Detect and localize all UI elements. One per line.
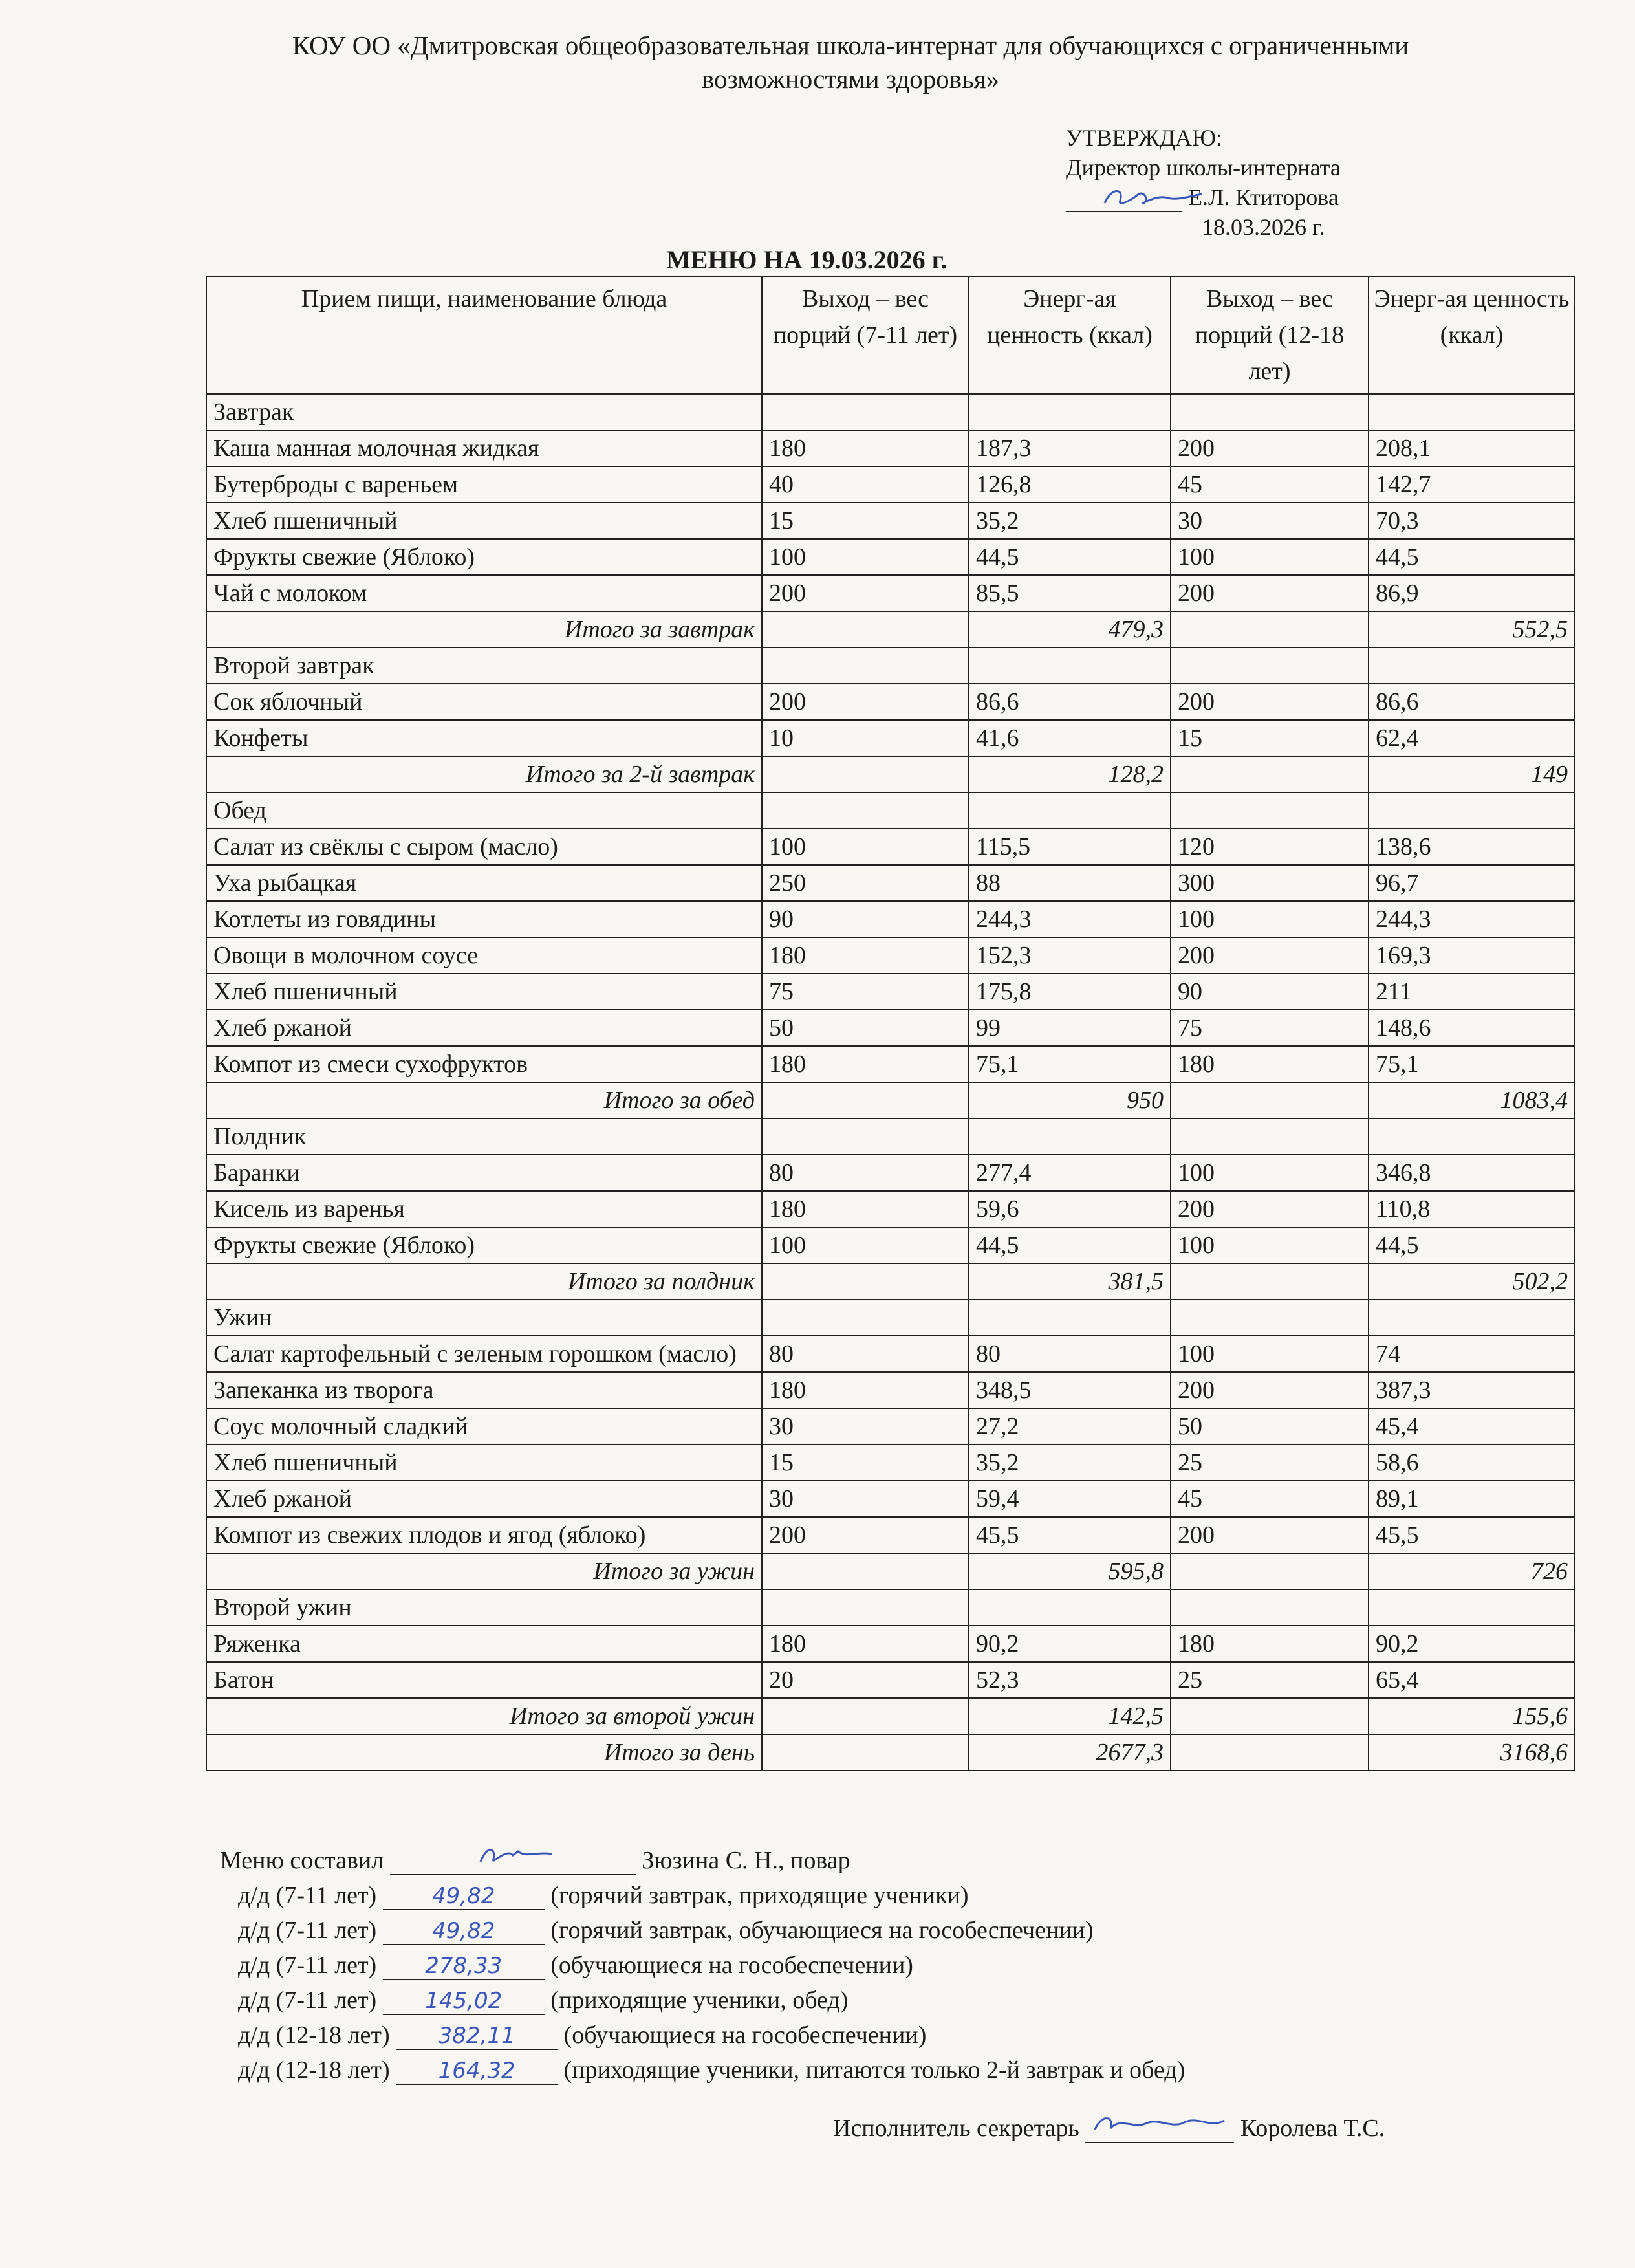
energy-12-18: 110,8 (1369, 1191, 1575, 1227)
executor-signature (1085, 2110, 1234, 2143)
empty-cell (762, 1263, 969, 1300)
subtotal-row (206, 1553, 1575, 1589)
energy-7-11: 86,6 (969, 684, 1171, 720)
energy-7-11: 175,8 (969, 974, 1171, 1010)
weight-12-18: 200 (1171, 1517, 1369, 1553)
energy-7-11: 35,2 (969, 503, 1171, 539)
signature-icon (468, 1842, 558, 1868)
daily-cost-label: д/д (7-11 лет) (238, 1917, 377, 1944)
section-row (206, 1300, 1575, 1336)
table-row (206, 1662, 1575, 1698)
dish-name: Конфеты (206, 720, 762, 756)
section-row (206, 648, 1575, 684)
dish-name: Каша манная молочная жидкая (206, 430, 762, 466)
director-signature (1066, 188, 1182, 212)
weight-7-11: 180 (762, 1046, 969, 1082)
menu-table (206, 276, 1575, 1771)
energy-12-18: 45,4 (1369, 1408, 1575, 1445)
energy-7-11: 277,4 (969, 1155, 1171, 1191)
day-total-energy-7-11: 2677,3 (969, 1734, 1171, 1771)
weight-7-11: 100 (762, 829, 969, 865)
weight-7-11: 20 (762, 1662, 969, 1698)
approver-name: Е.Л. Ктиторова (1188, 184, 1339, 210)
section-title: Второй ужин (206, 1589, 762, 1626)
table-row (206, 1445, 1575, 1481)
empty-cell (1171, 611, 1369, 648)
weight-12-18: 200 (1171, 1191, 1369, 1227)
weight-7-11: 100 (762, 1227, 969, 1263)
empty-cell (1171, 1082, 1369, 1118)
dish-name: Батон (206, 1662, 762, 1698)
energy-12-18: 211 (1369, 974, 1575, 1010)
energy-7-11: 41,6 (969, 720, 1171, 756)
weight-12-18: 45 (1171, 466, 1369, 503)
dish-name: Бутерброды с вареньем (206, 466, 762, 503)
subtotal-energy-12-18: 502,2 (1369, 1263, 1575, 1300)
subtotal-energy-12-18: 155,6 (1369, 1698, 1575, 1734)
empty-cell (762, 394, 969, 430)
weight-12-18: 200 (1171, 430, 1369, 466)
dish-name: Кисель из варенья (206, 1191, 762, 1227)
empty-cell (1171, 1589, 1369, 1626)
table-row (206, 1046, 1575, 1082)
weight-7-11: 80 (762, 1336, 969, 1372)
empty-cell (969, 1118, 1171, 1155)
energy-12-18: 138,6 (1369, 829, 1575, 865)
dish-name: Котлеты из говядины (206, 901, 762, 937)
energy-7-11: 187,3 (969, 430, 1171, 466)
empty-cell (762, 648, 969, 684)
composed-label: Меню составил (220, 1847, 384, 1874)
energy-7-11: 59,4 (969, 1481, 1171, 1517)
subtotal-label: Итого за полдник (206, 1263, 762, 1300)
dish-name: Хлеб пшеничный (206, 1445, 762, 1481)
approval-block (1066, 123, 1480, 242)
empty-cell (762, 1734, 969, 1771)
dish-name: Уха рыбацкая (206, 865, 762, 901)
dish-name: Салат картофельный с зеленым горошком (масло) (206, 1336, 762, 1372)
subtotal-energy-7-11: 479,3 (969, 611, 1171, 648)
energy-7-11: 52,3 (969, 1662, 1171, 1698)
daily-cost-row (220, 1983, 1578, 2018)
composed-row (220, 1842, 1578, 1878)
header-weight-12-18: Выход – вес порций (12-18 лет) (1171, 276, 1369, 394)
weight-12-18: 15 (1171, 720, 1369, 756)
weight-12-18: 200 (1171, 684, 1369, 720)
weight-7-11: 180 (762, 937, 969, 974)
empty-cell (1369, 1300, 1575, 1336)
empty-cell (762, 1589, 969, 1626)
approver-position: Директор школы-интерната (1066, 155, 1341, 180)
table-header-row (206, 276, 1575, 394)
daily-cost-row (220, 2053, 1578, 2088)
subtotal-row (206, 1698, 1575, 1734)
subtotal-energy-7-11: 595,8 (969, 1553, 1171, 1589)
weight-12-18: 100 (1171, 539, 1369, 575)
daily-cost-row (220, 1948, 1578, 1983)
section-row (206, 1589, 1575, 1626)
signature-icon (1092, 181, 1208, 212)
daily-cost-label: д/д (12-18 лет) (238, 2022, 390, 2049)
table-row (206, 575, 1575, 611)
weight-12-18: 45 (1171, 1481, 1369, 1517)
dish-name: Хлеб пшеничный (206, 503, 762, 539)
table-row (206, 865, 1575, 901)
empty-cell (1171, 1698, 1369, 1734)
energy-12-18: 89,1 (1369, 1481, 1575, 1517)
subtotal-energy-12-18: 1083,4 (1369, 1082, 1575, 1118)
empty-cell (969, 394, 1171, 430)
energy-7-11: 80 (969, 1336, 1171, 1372)
composed-name: Зюзина С. Н., повар (642, 1847, 850, 1874)
empty-cell (762, 1300, 969, 1336)
daily-cost-note: (приходящие ученики, обед) (550, 1987, 849, 2014)
weight-12-18: 100 (1171, 1155, 1369, 1191)
menu-table-body (206, 394, 1575, 1771)
table-row (206, 503, 1575, 539)
empty-cell (1369, 648, 1575, 684)
weight-12-18: 25 (1171, 1445, 1369, 1481)
energy-12-18: 62,4 (1369, 720, 1575, 756)
table-row (206, 1010, 1575, 1046)
empty-cell (969, 648, 1171, 684)
energy-12-18: 142,7 (1369, 466, 1575, 503)
energy-7-11: 44,5 (969, 1227, 1171, 1263)
energy-12-18: 70,3 (1369, 503, 1575, 539)
dish-name: Баранки (206, 1155, 762, 1191)
weight-7-11: 40 (762, 466, 969, 503)
weight-12-18: 25 (1171, 1662, 1369, 1698)
daily-cost-row (220, 2018, 1578, 2053)
subtotal-row (206, 756, 1575, 792)
subtotal-label: Итого за ужин (206, 1553, 762, 1589)
dish-name: Компот из свежих плодов и ягод (яблоко) (206, 1517, 762, 1553)
weight-12-18: 180 (1171, 1046, 1369, 1082)
daily-cost-value: 278,33 (383, 1953, 545, 1980)
weight-12-18: 180 (1171, 1626, 1369, 1662)
weight-7-11: 15 (762, 503, 969, 539)
table-row (206, 1517, 1575, 1553)
weight-7-11: 30 (762, 1408, 969, 1445)
approver-signature-row (1066, 182, 1480, 212)
energy-12-18: 90,2 (1369, 1626, 1575, 1662)
weight-7-11: 75 (762, 974, 969, 1010)
dish-name: Ряженка (206, 1626, 762, 1662)
energy-7-11: 244,3 (969, 901, 1171, 937)
day-total-energy-12-18: 3168,6 (1369, 1734, 1575, 1771)
dish-name: Фрукты свежие (Яблоко) (206, 539, 762, 575)
executor-row (833, 2110, 1385, 2143)
daily-cost-row (220, 1878, 1578, 1913)
subtotal-label: Итого за второй ужин (206, 1698, 762, 1734)
energy-7-11: 88 (969, 865, 1171, 901)
organization-header (194, 28, 1507, 96)
energy-12-18: 387,3 (1369, 1372, 1575, 1408)
empty-cell (762, 756, 969, 792)
header-energy-7-11: Энерг-ая ценность (ккал) (969, 276, 1171, 394)
subtotal-row (206, 1263, 1575, 1300)
daily-cost-note: (горячий завтрак, приходящие ученики) (550, 1882, 969, 1909)
weight-12-18: 30 (1171, 503, 1369, 539)
table-row (206, 1155, 1575, 1191)
table-row (206, 1408, 1575, 1445)
subtotal-energy-7-11: 381,5 (969, 1263, 1171, 1300)
header-dish: Прием пищи, наименование блюда (206, 276, 762, 394)
subtotal-energy-12-18: 552,5 (1369, 611, 1575, 648)
empty-cell (1171, 1734, 1369, 1771)
energy-7-11: 126,8 (969, 466, 1171, 503)
daily-cost-note: (обучающиеся на гособеспечении) (563, 2022, 927, 2049)
daily-cost-lines (220, 1878, 1578, 2088)
daily-cost-label: д/д (7-11 лет) (238, 1952, 377, 1979)
table-row (206, 901, 1575, 937)
empty-cell (1171, 792, 1369, 829)
weight-7-11: 200 (762, 684, 969, 720)
energy-12-18: 208,1 (1369, 430, 1575, 466)
dish-name: Хлеб ржаной (206, 1481, 762, 1517)
weight-7-11: 200 (762, 1517, 969, 1553)
weight-7-11: 90 (762, 901, 969, 937)
empty-cell (1369, 1589, 1575, 1626)
dish-name: Овощи в молочном соусе (206, 937, 762, 974)
energy-7-11: 99 (969, 1010, 1171, 1046)
empty-cell (969, 1589, 1171, 1626)
energy-7-11: 75,1 (969, 1046, 1171, 1082)
weight-7-11: 30 (762, 1481, 969, 1517)
daily-cost-value: 49,82 (383, 1883, 545, 1910)
section-row (206, 792, 1575, 829)
weight-12-18: 200 (1171, 1372, 1369, 1408)
energy-12-18: 75,1 (1369, 1046, 1575, 1082)
energy-7-11: 115,5 (969, 829, 1171, 865)
subtotal-energy-7-11: 128,2 (969, 756, 1171, 792)
subtotal-label: Итого за 2-й завтрак (206, 756, 762, 792)
subtotal-row (206, 611, 1575, 648)
header-weight-7-11: Выход – вес порций (7-11 лет) (762, 276, 969, 394)
org-line-2: возможностями здоровья» (701, 64, 1000, 94)
weight-7-11: 15 (762, 1445, 969, 1481)
empty-cell (969, 792, 1171, 829)
table-row (206, 466, 1575, 503)
approve-label: УТВЕРЖДАЮ: (1066, 125, 1223, 151)
weight-12-18: 300 (1171, 865, 1369, 901)
dish-name: Хлеб пшеничный (206, 974, 762, 1010)
table-row (206, 937, 1575, 974)
energy-12-18: 44,5 (1369, 539, 1575, 575)
daily-cost-label: д/д (7-11 лет) (238, 1882, 377, 1909)
table-row (206, 1191, 1575, 1227)
table-row (206, 720, 1575, 756)
executor-name: Королева Т.С. (1240, 2115, 1385, 2142)
footer (220, 1842, 1578, 2088)
weight-12-18: 200 (1171, 937, 1369, 974)
subtotal-energy-12-18: 149 (1369, 756, 1575, 792)
weight-7-11: 180 (762, 1372, 969, 1408)
header-energy-12-18: Энерг-ая ценность (ккал) (1369, 276, 1575, 394)
empty-cell (1171, 756, 1369, 792)
subtotal-energy-7-11: 950 (969, 1082, 1171, 1118)
daily-cost-value: 145,02 (383, 1988, 545, 2015)
section-title: Второй завтрак (206, 648, 762, 684)
energy-7-11: 85,5 (969, 575, 1171, 611)
weight-12-18: 200 (1171, 575, 1369, 611)
weight-12-18: 100 (1171, 1227, 1369, 1263)
day-total-label: Итого за день (206, 1734, 762, 1771)
energy-7-11: 45,5 (969, 1517, 1171, 1553)
day-total-row (206, 1734, 1575, 1771)
daily-cost-value: 164,32 (396, 2058, 558, 2085)
table-row (206, 974, 1575, 1010)
dish-name: Салат из свёклы с сыром (масло) (206, 829, 762, 865)
dish-name: Хлеб ржаной (206, 1010, 762, 1046)
energy-12-18: 244,3 (1369, 901, 1575, 937)
daily-cost-label: д/д (7-11 лет) (238, 1987, 377, 2014)
weight-7-11: 180 (762, 1191, 969, 1227)
energy-7-11: 152,3 (969, 937, 1171, 974)
dish-name: Соус молочный сладкий (206, 1408, 762, 1445)
energy-12-18: 346,8 (1369, 1155, 1575, 1191)
weight-12-18: 50 (1171, 1408, 1369, 1445)
energy-7-11: 348,5 (969, 1372, 1171, 1408)
empty-cell (1171, 394, 1369, 430)
energy-12-18: 65,4 (1369, 1662, 1575, 1698)
empty-cell (969, 1300, 1171, 1336)
table-row (206, 1626, 1575, 1662)
energy-12-18: 74 (1369, 1336, 1575, 1372)
section-row (206, 1118, 1575, 1155)
daily-cost-value: 49,82 (383, 1918, 545, 1945)
daily-cost-label: д/д (12-18 лет) (238, 2056, 390, 2084)
section-title: Ужин (206, 1300, 762, 1336)
subtotal-energy-12-18: 726 (1369, 1553, 1575, 1589)
empty-cell (762, 792, 969, 829)
dish-name: Сок яблочный (206, 684, 762, 720)
table-row (206, 1227, 1575, 1263)
weight-7-11: 200 (762, 575, 969, 611)
subtotal-label: Итого за завтрак (206, 611, 762, 648)
weight-7-11: 250 (762, 865, 969, 901)
empty-cell (1369, 1118, 1575, 1155)
table-row (206, 684, 1575, 720)
approval-date: 18.03.2026 г. (1202, 214, 1325, 240)
dish-name: Чай с молоком (206, 575, 762, 611)
menu-title: МЕНЮ НА 19.03.2026 г. (666, 245, 947, 274)
energy-12-18: 148,6 (1369, 1010, 1575, 1046)
daily-cost-note: (приходящие ученики, питаются только 2-й завтрак и обед) (563, 2056, 1186, 2084)
weight-7-11: 80 (762, 1155, 969, 1191)
dish-name: Фрукты свежие (Яблоко) (206, 1227, 762, 1263)
table-row (206, 430, 1575, 466)
energy-7-11: 35,2 (969, 1445, 1171, 1481)
weight-7-11: 180 (762, 1626, 969, 1662)
subtotal-label: Итого за обед (206, 1082, 762, 1118)
section-title: Завтрак (206, 394, 762, 430)
empty-cell (1369, 394, 1575, 430)
empty-cell (762, 1082, 969, 1118)
energy-12-18: 45,5 (1369, 1517, 1575, 1553)
energy-12-18: 169,3 (1369, 937, 1575, 974)
empty-cell (1171, 1118, 1369, 1155)
weight-12-18: 120 (1171, 829, 1369, 865)
energy-12-18: 86,9 (1369, 575, 1575, 611)
executor-label: Исполнитель секретарь (833, 2115, 1079, 2142)
daily-cost-note: (горячий завтрак, обучающиеся на гособеспечении) (550, 1917, 1094, 1944)
dish-name: Компот из смеси сухофруктов (206, 1046, 762, 1082)
energy-7-11: 90,2 (969, 1626, 1171, 1662)
org-line-1: КОУ ОО «Дмитровская общеобразовательная школа-интернат для обучающихся с ограниченными (292, 30, 1409, 60)
energy-12-18: 86,6 (1369, 684, 1575, 720)
energy-7-11: 27,2 (969, 1408, 1171, 1445)
empty-cell (762, 611, 969, 648)
weight-12-18: 90 (1171, 974, 1369, 1010)
daily-cost-note: (обучающиеся на гособеспечении) (550, 1952, 913, 1979)
energy-7-11: 59,6 (969, 1191, 1171, 1227)
weight-7-11: 50 (762, 1010, 969, 1046)
dish-name: Запеканка из творога (206, 1372, 762, 1408)
weight-12-18: 100 (1171, 1336, 1369, 1372)
energy-12-18: 44,5 (1369, 1227, 1575, 1263)
section-title: Полдник (206, 1118, 762, 1155)
energy-12-18: 58,6 (1369, 1445, 1575, 1481)
daily-cost-row (220, 1913, 1578, 1948)
cook-signature (390, 1842, 636, 1875)
weight-7-11: 100 (762, 539, 969, 575)
weight-12-18: 100 (1171, 901, 1369, 937)
subtotal-energy-7-11: 142,5 (969, 1698, 1171, 1734)
section-title: Обед (206, 792, 762, 829)
empty-cell (1171, 648, 1369, 684)
empty-cell (1369, 792, 1575, 829)
empty-cell (762, 1118, 969, 1155)
weight-7-11: 180 (762, 430, 969, 466)
weight-12-18: 75 (1171, 1010, 1369, 1046)
energy-12-18: 96,7 (1369, 865, 1575, 901)
empty-cell (1171, 1263, 1369, 1300)
empty-cell (762, 1698, 969, 1734)
signature-icon (1088, 2110, 1231, 2136)
empty-cell (1171, 1300, 1369, 1336)
table-row (206, 829, 1575, 865)
energy-7-11: 44,5 (969, 539, 1171, 575)
table-row (206, 1336, 1575, 1372)
table-row (206, 1481, 1575, 1517)
table-row (206, 539, 1575, 575)
empty-cell (1171, 1553, 1369, 1589)
subtotal-row (206, 1082, 1575, 1118)
daily-cost-value: 382,11 (396, 2023, 558, 2050)
empty-cell (762, 1553, 969, 1589)
weight-7-11: 10 (762, 720, 969, 756)
table-row (206, 1372, 1575, 1408)
section-row (206, 394, 1575, 430)
